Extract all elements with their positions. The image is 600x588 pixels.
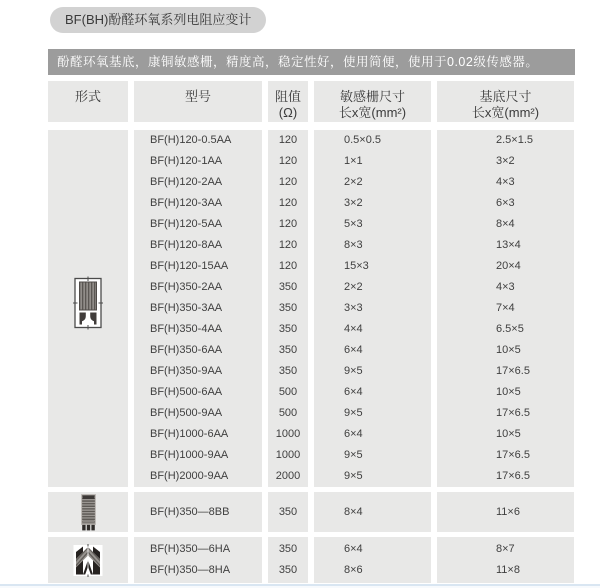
- header-base-size-line1: 基底尺寸: [479, 89, 532, 104]
- cell-grid: 9×5: [344, 449, 363, 461]
- cell-grid: 8×4: [344, 505, 363, 518]
- column-resistance: [268, 130, 308, 487]
- cell-base: 17×6.5: [496, 407, 530, 419]
- cell-model: BF(H)350-2AA: [150, 281, 223, 293]
- cell-grid: 9×5: [344, 470, 363, 482]
- cell-resistance: 120: [278, 197, 298, 209]
- cell-resistance: 120: [278, 218, 298, 230]
- column-grid: [314, 537, 431, 583]
- header-base-size: [437, 81, 574, 122]
- cell-resistance: 350: [278, 302, 298, 314]
- header-resistance-line1: 阻值: [274, 89, 301, 104]
- cell-base: 11×8: [496, 564, 520, 576]
- header-resistance: [268, 81, 308, 122]
- table-section-3: [48, 537, 574, 583]
- cell-base: 3×2: [496, 155, 515, 167]
- form-cell: [48, 492, 128, 532]
- cell-base: 17×6.5: [496, 470, 530, 482]
- cell-base: 6.5×5: [496, 323, 524, 335]
- cell-resistance: 350: [278, 344, 298, 356]
- cell-model: BF(H)120-0.5AA: [150, 134, 232, 146]
- column-resistance: [268, 492, 308, 532]
- table-body: [48, 130, 574, 583]
- table-section-2: [48, 492, 574, 532]
- column-model: [134, 492, 262, 532]
- cell-model: BF(H)350-4AA: [150, 323, 223, 335]
- header-resistance-line2: (Ω): [278, 105, 298, 120]
- table-section-1: [48, 130, 574, 487]
- cell-resistance: 120: [278, 260, 298, 272]
- header-grid-size-line1: 敏感栅尺寸: [339, 89, 405, 104]
- cell-base: 8×7: [496, 543, 515, 555]
- cell-resistance: 350: [278, 365, 298, 377]
- cell-base: 7×4: [496, 302, 515, 314]
- cell-model: BF(H)2000-9AA: [150, 470, 229, 482]
- cell-model: BF(H)120-2AA: [150, 176, 223, 188]
- description-banner: 酚醛环氧基底，康铜敏感栅，精度高，稳定性好，使用简便，使用于0.02级传感器。: [48, 49, 575, 75]
- cell-model: BF(H)500-6AA: [150, 386, 223, 398]
- cell-grid: 6×4: [344, 344, 363, 356]
- header-grid-size-line2: 长x宽(mm²): [338, 105, 407, 120]
- cell-grid: 3×3: [344, 302, 363, 314]
- cell-grid: 2×2: [344, 176, 363, 188]
- cell-resistance: 350: [278, 564, 298, 576]
- cell-grid: 1×1: [344, 155, 363, 167]
- cell-model: BF(H)120-8AA: [150, 239, 223, 251]
- cell-model: BF(H)120-1AA: [150, 155, 223, 167]
- page-title: BF(BH)酚醛环氧系列电阻应变计: [50, 7, 266, 33]
- cell-model: BF(H)1000-9AA: [150, 449, 229, 461]
- cell-base: 4×3: [496, 281, 515, 293]
- header-base-size-line2: 长x宽(mm²): [471, 105, 540, 120]
- column-model: [134, 130, 262, 487]
- column-resistance: [268, 537, 308, 583]
- cell-base: 20×4: [496, 260, 521, 272]
- cell-model: BF(H)350—8BB: [150, 505, 230, 518]
- cell-grid: 4×4: [344, 323, 363, 335]
- cell-model: BF(H)500-9AA: [150, 407, 223, 419]
- cell-grid: 9×5: [344, 365, 363, 377]
- column-base: [437, 130, 574, 487]
- cell-resistance: 350: [278, 505, 298, 518]
- cell-grid: 5×3: [344, 218, 363, 230]
- header-form: 形式: [48, 81, 128, 122]
- cell-resistance: 1000: [275, 428, 301, 440]
- cell-model: BF(H)350-6AA: [150, 344, 223, 356]
- column-grid: [314, 130, 431, 487]
- strain-gauge-single-icon: [73, 276, 103, 330]
- cell-grid: 0.5×0.5: [344, 134, 382, 146]
- cell-grid: 9×5: [344, 407, 363, 419]
- cell-model: BF(H)1000-6AA: [150, 428, 229, 440]
- cell-base: 13×4: [496, 239, 521, 251]
- cell-resistance: 350: [278, 281, 298, 293]
- cell-model: BF(H)120-5AA: [150, 218, 223, 230]
- cell-base: 10×5: [496, 428, 521, 440]
- strain-gauge-shear-icon: [73, 544, 103, 577]
- cell-resistance: 120: [278, 155, 298, 167]
- cell-base: 2.5×1.5: [496, 134, 534, 146]
- cell-grid: 8×3: [344, 239, 363, 251]
- column-grid: [314, 492, 431, 532]
- cell-base: 10×5: [496, 386, 521, 398]
- cell-model: BF(H)120-15AA: [150, 260, 229, 272]
- cell-grid: 6×4: [344, 428, 363, 440]
- cell-resistance: 350: [278, 543, 298, 555]
- cell-base: 17×6.5: [496, 365, 530, 377]
- form-cell: [48, 130, 128, 487]
- cell-base: 11×6: [496, 505, 520, 518]
- cell-resistance: 500: [278, 407, 298, 419]
- cell-grid: 6×4: [344, 543, 363, 555]
- cell-resistance: 350: [278, 323, 298, 335]
- cell-model: BF(H)350—6HA: [150, 543, 231, 555]
- column-base: [437, 492, 574, 532]
- cell-model: BF(H)120-3AA: [150, 197, 223, 209]
- cell-resistance: 120: [278, 176, 298, 188]
- table-header-row: [48, 81, 574, 122]
- strain-gauge-3tab-icon: [81, 494, 96, 531]
- cell-resistance: 500: [278, 386, 298, 398]
- cell-grid: 3×2: [344, 197, 363, 209]
- cell-resistance: 1000: [275, 449, 301, 461]
- cell-model: BF(H)350-9AA: [150, 365, 223, 377]
- cell-base: 17×6.5: [496, 449, 530, 461]
- cell-resistance: 120: [278, 134, 298, 146]
- cell-base: 6×3: [496, 197, 515, 209]
- cell-grid: 15×3: [344, 260, 369, 272]
- header-model: 型号: [134, 81, 262, 122]
- cell-base: 8×4: [496, 218, 515, 230]
- cell-grid: 8×6: [344, 564, 363, 576]
- form-cell: [48, 537, 128, 583]
- cell-model: BF(H)350—8HA: [150, 564, 231, 576]
- cell-resistance: 2000: [275, 470, 301, 482]
- cell-base: 4×3: [496, 176, 515, 188]
- column-base: [437, 537, 574, 583]
- cell-grid: 2×2: [344, 281, 363, 293]
- cell-grid: 6×4: [344, 386, 363, 398]
- header-grid-size: [314, 81, 431, 122]
- cell-resistance: 120: [278, 239, 298, 251]
- cell-model: BF(H)350-3AA: [150, 302, 223, 314]
- cell-base: 10×5: [496, 344, 521, 356]
- column-model: [134, 537, 262, 583]
